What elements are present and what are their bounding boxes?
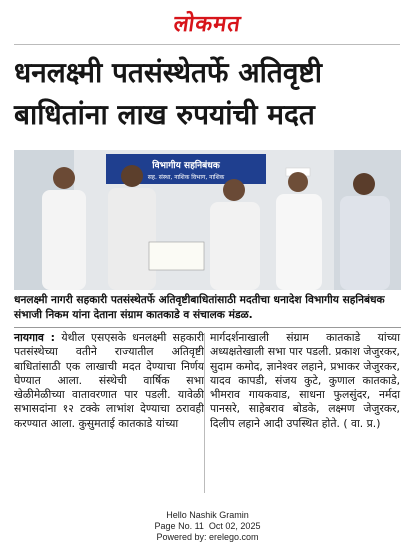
masthead-rule	[14, 44, 400, 45]
headline: धनलक्ष्मी पतसंस्थेतर्फे अतिवृष्टी बाधितांना लाख रुपयांची मदत	[14, 56, 323, 131]
photo-caption: धनलक्ष्मी नागरी सहकारी पतसंस्थेतर्फे अतिवृष्टीबाधितांसाठी मदतीचा धनादेश विभागीय सहनिबंधक संभाजी निकम यांना देताना संग्राम कातकाडे व संचालक मंडळ.	[14, 294, 385, 321]
page-footer	[0, 510, 415, 543]
footer-page-date: Page No. 11 Oct 02, 2025	[154, 521, 261, 531]
lokmat-logo: लोकमत	[171, 11, 243, 37]
sign-text-1: विभागीय सहनिबंधक	[152, 161, 220, 171]
article-dateline: नायगाव :	[14, 331, 55, 344]
footer-powered-by: Powered by: erelego.com	[156, 532, 259, 542]
article-column-left	[14, 331, 204, 431]
photo-illustration	[14, 150, 401, 290]
footer-edition: Hello Nashik Gramin	[166, 510, 249, 520]
news-photo	[14, 150, 401, 290]
article-column-right	[210, 331, 400, 431]
article-text-left: येथील एसएसके धनलक्ष्मी सहकारी पतसंस्थेच्या वतीने राज्यातील अतिवृष्टी बाधितांसाठी एक लाखाची मदत देण्याचा निर्णय घेण्यात आला. संस्थेची वार्षिक सभा खेळीमेळीच्या वातावरणात पार पडली. यावेळी सभासदांना १२ टक्के लाभांश देण्याचा ठरावही करण्यात आला. कुसुमताई कातकाडे यांच्या	[14, 331, 204, 430]
caption-rule	[14, 327, 401, 328]
masthead	[0, 8, 415, 38]
column-divider	[204, 333, 205, 493]
article-text-right: मार्गदर्शनाखाली संग्राम कातकाडे यांच्या अध्यक्षतेखाली सभा पार पडली. प्रकाश जेजुरकर, सुदाम कमोद, ज्ञानेश्वर लहाने, प्रभाकर जेजुरकर, यादव कापडी, संजय कुटे, कुणाल कातकाडे, भीमराव गायकवाड, साधना फुलसुंदर, नर्मदा पानसरे, साहेबराव बोडके, लक्ष्मण जेजुरकर, दिलीप लहाने आदी उपस्थित होते. ( वा. प्र.)	[210, 331, 400, 430]
sign-text-2: सह. संस्था, नाशिक विभाग, नाशिक	[147, 174, 225, 181]
